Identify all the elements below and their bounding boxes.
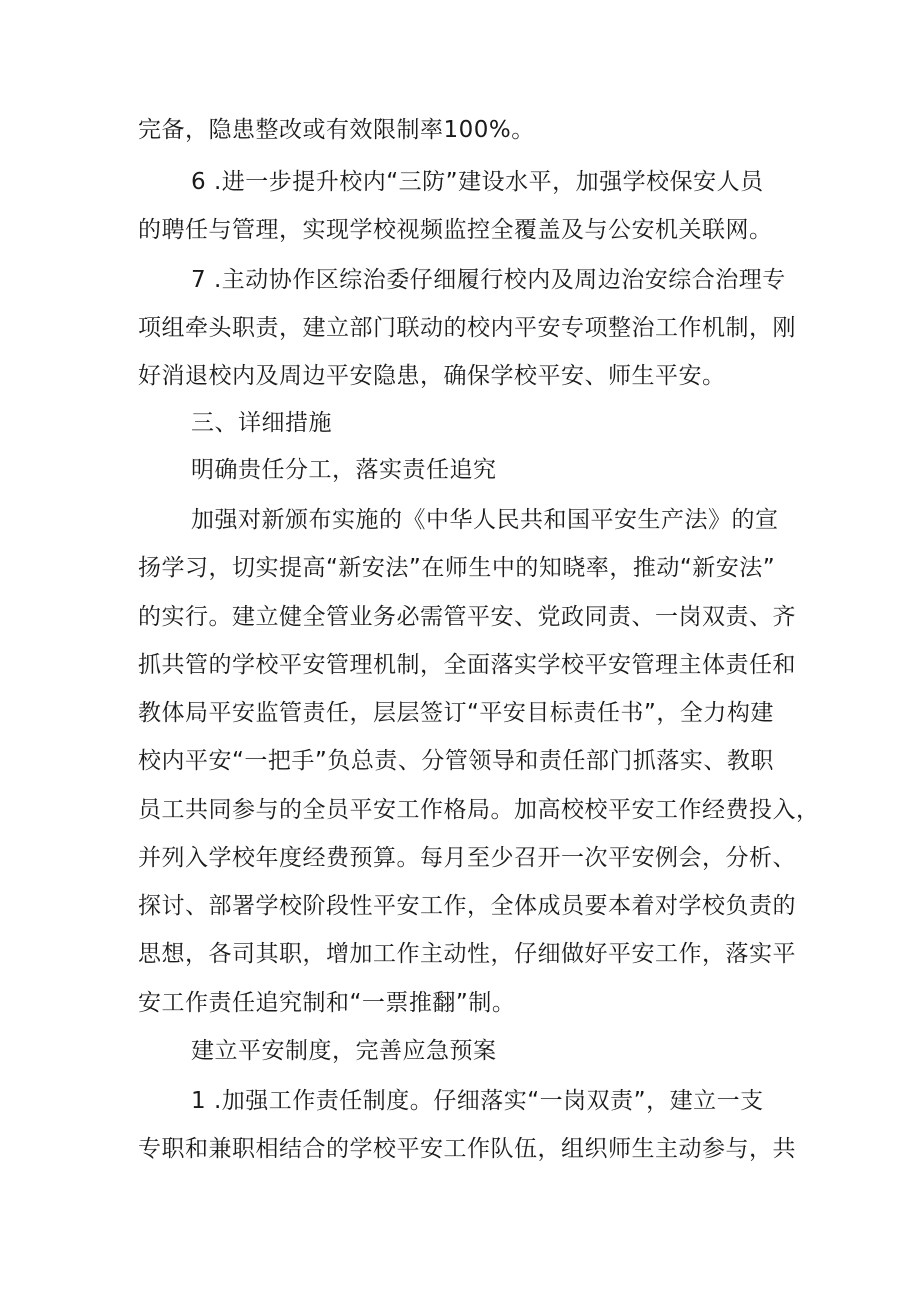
text-line: 教体局平安监管责任，层层签订“平安目标责任书”，全力构建 bbox=[138, 700, 774, 726]
section-heading: 三、详细措施 bbox=[191, 410, 332, 436]
text-line: 项组牵头职责，建立部门联动的校内平安专项整治工作机制，刚 bbox=[138, 315, 796, 341]
text-line: 安工作责任追究制和“一票推翻”制。 bbox=[138, 990, 516, 1016]
text-line: 完备，隐患整改或有效限制率100%。 bbox=[138, 117, 535, 143]
text-line: 探讨、部署学校阶段性平安工作，全体成员要本着对学校负责的 bbox=[138, 893, 796, 919]
text-line: 好消退校内及周边平安隐患，确保学校平安、师生平安。 bbox=[138, 363, 726, 389]
paragraph-first-line: 加强对新颁布实施的《中华人民共和国平安生产法》的宣 bbox=[191, 507, 779, 533]
text-line: 扬学习，切实提高“新安法”在师生中的知晓率，推动“新安法” bbox=[138, 555, 776, 581]
text-line: 抓共管的学校平安管理机制，全面落实学校平安管理主体责任和 bbox=[138, 652, 796, 678]
list-item-7: 7 .主动协作区综治委仔细履行校内及周边治安综合治理专 bbox=[191, 267, 786, 293]
text-line: 思想，各司其职，增加工作主动性，仔细做好平安工作，落实平 bbox=[138, 941, 796, 967]
list-item-1: 1 .加强工作责任制度。仔细落实“一岗双责”，建立一支 bbox=[191, 1088, 764, 1114]
text-line: 的实行。建立健全管业务必需管平安、党政同责、一岗双责、齐 bbox=[138, 604, 796, 630]
subsection-heading: 建立平安制度，完善应急预案 bbox=[191, 1038, 497, 1064]
subsection-heading: 明确贵任分工，落实责任追究 bbox=[191, 457, 497, 483]
text-line: 员工共同参与的全员平安工作格局。加高校校平安工作经费投入， bbox=[138, 797, 820, 823]
list-item-6: 6 .进一步提升校内“三防”建设水平，加强学校保安人员 bbox=[191, 169, 764, 195]
text-line: 校内平安“一把手”负总责、分管领导和责任部门抓落实、教职 bbox=[138, 748, 774, 774]
text-line: 的聘任与管理，实现学校视频监控全覆盖及与公安机关联网。 bbox=[138, 217, 773, 243]
text-line: 并列入学校年度经费预算。每月至少召开一次平安例会，分析、 bbox=[138, 845, 796, 871]
text-line: 专职和兼职相结合的学校平安工作队伍，组织师生主动参与，共 bbox=[138, 1136, 796, 1162]
